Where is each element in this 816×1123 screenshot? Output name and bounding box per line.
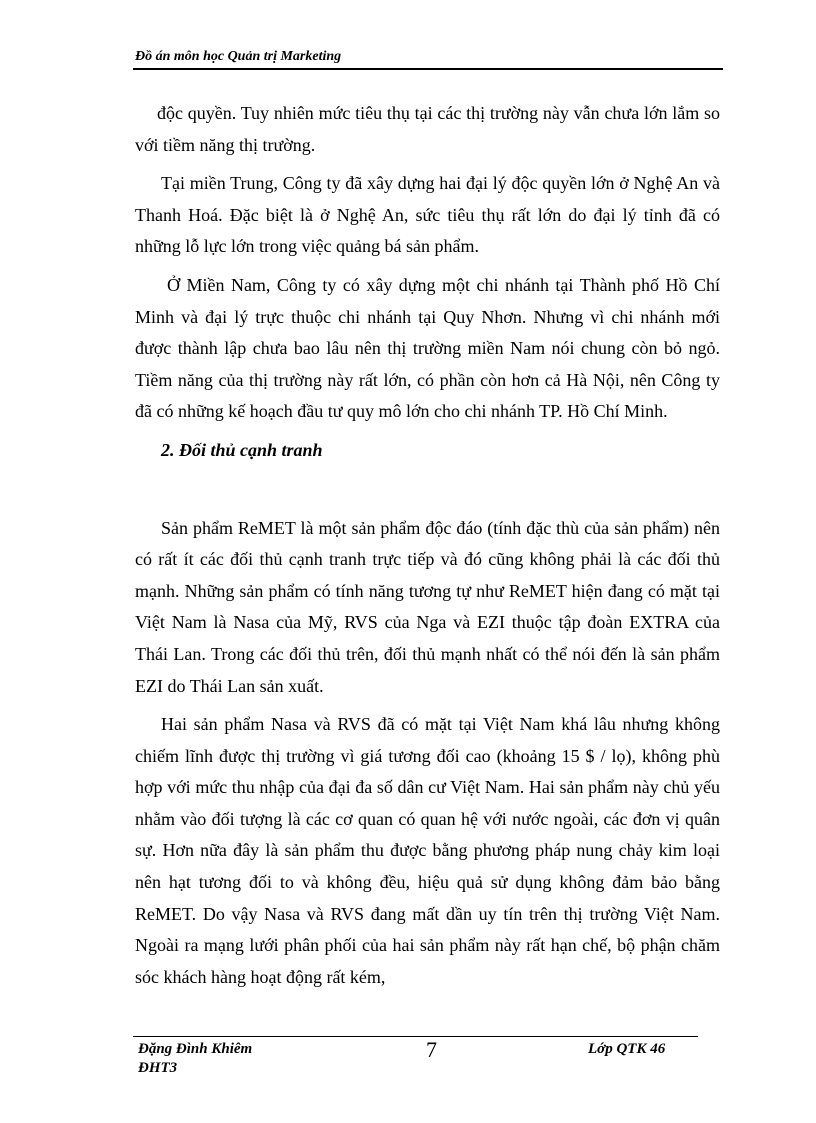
footer-class: Lớp QTK 46 — [588, 1041, 666, 1057]
header-title: Đồ án môn học Quản trị Marketing — [135, 49, 342, 64]
page-number: 7 — [426, 1037, 437, 1062]
paragraph: Sản phẩm ReMET là một sản phẩm độc đáo (tính đặc thù của sản phẩm) nên có rất ít các đối thủ cạnh tranh trực tiếp và đó cũng không phải là các đối thủ mạnh. Những sản phẩm có tính năng tương tự như ReMET hiện đang có mặt tại Việt Nam là Nasa của Mỹ, RVS của Nga và EZI thuộc tập đoàn EXTRA của Thái Lan. Trong các đối thủ trên, đối thủ mạnh nhất có thể nói đến là sản phẩm EZI do Thái Lan sản xuất. — [135, 517, 720, 696]
header-divider — [133, 68, 723, 70]
paragraph: Ở Miền Nam, Công ty có xây dựng một chi nhánh tại Thành phố Hồ Chí Minh và đại lý trực thuộc chi nhánh tại Quy Nhơn. Nhưng vì chi nhánh mới được thành lập chưa bao lâu nên thị trường miền Nam nói chung còn bỏ ngỏ. Tiềm năng của thị trường này rất lớn, có phần còn hơn cả Hà Nội, nên Công ty đã có những kế hoạch đầu tư quy mô lớn cho chi nhánh TP. Hồ Chí Minh. — [135, 274, 720, 422]
footer-group: ĐHT3 — [138, 1060, 178, 1076]
body-text — [135, 98, 720, 1000]
paragraph: Tại miền Trung, Công ty đã xây dựng hai đại lý độc quyền lớn ở Nghệ An và Thanh Hoá. Đặc biệt là ở Nghệ An, sức tiêu thụ rất lớn do đại lý tỉnh đã có những lỗ lực lớn trong việc quảng bá sản phẩm. — [135, 173, 720, 257]
paragraph: Hai sản phẩm Nasa và RVS đã có mặt tại Việt Nam khá lâu nhưng không chiếm lĩnh được thị trường vì giá tương đối cao (khoảng 15 $ / lọ), không phù hợp với mức thu nhập của đại đa số dân cư Việt Nam. Hai sản phẩm này chủ yếu nhằm vào đối tượng là các cơ quan có quan hệ với nước ngoài, các đơn vị quân sự. Hơn nữa đây là sản phẩm thu được bằng phương pháp nung chảy kim loại nên hạt tương đối to và không đều, hiệu quả sử dụng không đảm bảo bằng ReMET. Do vậy Nasa và RVS đang mất dần uy tín trên thị trường Việt Nam. Ngoài ra mạng lưới phân phối của hai sản phẩm này rất hạn chế, bộ phận chăm sóc khách hàng hoạt động rất kém, — [135, 714, 720, 987]
footer-author: Đặng Đình Khiêm — [138, 1041, 253, 1057]
paragraph: độc quyền. Tuy nhiên mức tiêu thụ tại các thị trường này vẫn chưa lớn lắm so với tiềm năng thị trường. — [135, 103, 720, 155]
footer-divider — [133, 1036, 698, 1037]
section-heading: 2. Đối thủ cạnh tranh — [161, 439, 323, 460]
